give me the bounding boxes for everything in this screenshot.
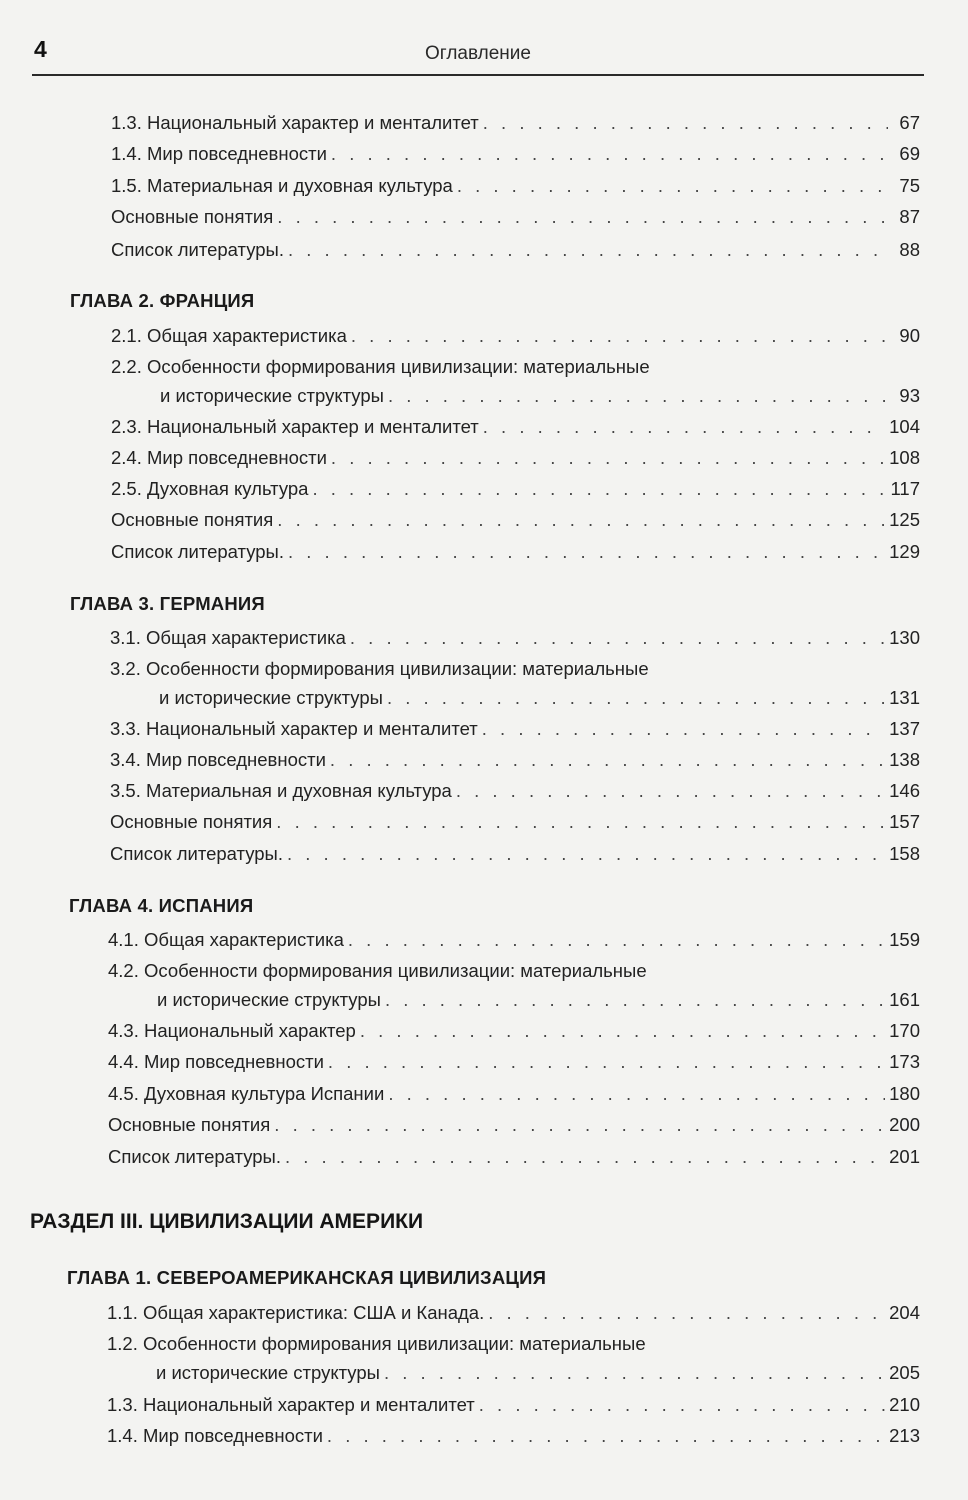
toc-entry-title: 4.2. Особенности формирования цивилизации: материальные bbox=[108, 960, 647, 981]
toc-entry-page: 204 bbox=[889, 1302, 920, 1323]
toc-entry-page: 69 bbox=[899, 143, 920, 164]
toc-entry-title: Основные понятия bbox=[111, 509, 274, 530]
toc-entry-title: 2.1. Общая характеристика bbox=[111, 325, 347, 346]
toc-entry-title: 2.2. Особенности формирования цивилизации: материальные bbox=[111, 356, 650, 377]
toc-entry[interactable] bbox=[107, 1301, 920, 1325]
toc-entry-title: 2.3. Национальный характер и менталитет bbox=[111, 416, 479, 437]
toc-entry-title: 1.4. Мир повседневности bbox=[111, 143, 327, 164]
toc-entry-page: 125 bbox=[889, 509, 920, 530]
toc-entry-title: 1.1. Общая характеристика: США и Канада. bbox=[107, 1302, 485, 1323]
chapter-title[interactable]: ГЛАВА 2. ФРАНЦИЯ bbox=[70, 290, 255, 311]
toc-entry-title-continued: и исторические структуры bbox=[160, 385, 384, 406]
dot-leader bbox=[274, 1113, 885, 1137]
section-title[interactable]: РАЗДЕЛ III. ЦИВИЛИЗАЦИИ АМЕРИКИ bbox=[30, 1210, 424, 1233]
toc-entry-title: 3.3. Национальный характер и менталитет bbox=[110, 718, 478, 739]
toc-entry-title: Основные понятия bbox=[108, 1114, 271, 1135]
dot-leader bbox=[348, 928, 885, 952]
toc-entry-title: Список литературы. bbox=[110, 843, 283, 864]
toc-entry-page: 93 bbox=[899, 385, 920, 406]
toc-entry-page: 201 bbox=[889, 1146, 920, 1167]
toc-entry[interactable] bbox=[111, 508, 920, 532]
toc-entry-title: Основные понятия bbox=[110, 811, 273, 832]
chapter-title[interactable]: ГЛАВА 3. ГЕРМАНИЯ bbox=[70, 593, 265, 614]
toc-entry-title: 1.5. Материальная и духовная культура bbox=[111, 175, 453, 196]
toc-entry-title: 1.4. Мир повседневности bbox=[107, 1425, 323, 1446]
dot-leader bbox=[384, 1361, 885, 1385]
toc-entry[interactable] bbox=[108, 928, 920, 952]
toc-entry[interactable] bbox=[108, 1145, 920, 1169]
toc-entry-title: 1.2. Особенности формирования цивилизации: материальные bbox=[107, 1333, 646, 1354]
toc-entry[interactable] bbox=[111, 355, 920, 408]
toc-entry-page: 173 bbox=[889, 1051, 920, 1072]
dot-leader bbox=[482, 717, 885, 741]
toc-entry[interactable] bbox=[108, 1019, 920, 1043]
dot-leader bbox=[277, 205, 888, 229]
toc-entry-title: 2.5. Духовная культура bbox=[111, 478, 309, 499]
toc-entry[interactable] bbox=[110, 748, 920, 772]
dot-leader bbox=[277, 508, 885, 532]
toc-entry[interactable] bbox=[111, 238, 920, 262]
dot-leader bbox=[328, 1050, 885, 1074]
toc-entry[interactable] bbox=[107, 1332, 920, 1385]
toc-entry-title: 3.2. Особенности формирования цивилизации: материальные bbox=[110, 658, 649, 679]
toc-entry-title: Список литературы. bbox=[111, 541, 284, 562]
toc-entry-page: 117 bbox=[890, 478, 920, 499]
dot-leader bbox=[351, 324, 888, 348]
toc-entry-page: 213 bbox=[889, 1425, 920, 1446]
toc-entry[interactable] bbox=[111, 477, 920, 501]
dot-leader bbox=[276, 810, 885, 834]
toc-entry-title: 3.5. Материальная и духовная культура bbox=[110, 780, 452, 801]
chapter-title[interactable]: ГЛАВА 4. ИСПАНИЯ bbox=[69, 895, 254, 916]
dot-leader bbox=[330, 748, 885, 772]
dot-leader bbox=[483, 111, 888, 135]
toc-entry-title: 3.1. Общая характеристика bbox=[110, 627, 346, 648]
toc-entry-page: 200 bbox=[889, 1114, 920, 1135]
toc-entry-title-continued: и исторические структуры bbox=[157, 989, 381, 1010]
toc-entry-page: 130 bbox=[889, 627, 920, 648]
toc-entry-title: 4.4. Мир повседневности bbox=[108, 1051, 324, 1072]
toc-entry[interactable] bbox=[111, 446, 920, 470]
dot-leader bbox=[331, 142, 888, 166]
toc-entry-page: 129 bbox=[889, 541, 920, 562]
dot-leader bbox=[285, 1145, 885, 1169]
toc-entry-page: 108 bbox=[889, 447, 920, 468]
toc-entry-title: Основные понятия bbox=[111, 206, 274, 227]
toc-entry[interactable] bbox=[108, 1050, 920, 1074]
toc-entry-title: Список литературы. bbox=[111, 239, 284, 260]
toc-entry[interactable] bbox=[111, 174, 920, 198]
toc-entry-page: 90 bbox=[899, 325, 920, 346]
toc-entry-title: 4.5. Духовная культура Испании bbox=[108, 1083, 385, 1104]
toc-entry-title: 3.4. Мир повседневности bbox=[110, 749, 326, 770]
toc-entry[interactable] bbox=[110, 779, 920, 803]
toc-entry[interactable] bbox=[110, 717, 920, 741]
toc-entry[interactable] bbox=[110, 626, 920, 650]
dot-leader bbox=[488, 1301, 885, 1325]
toc-entry-title: Список литературы. bbox=[108, 1146, 281, 1167]
toc-entry-title: 1.3. Национальный характер и менталитет bbox=[107, 1394, 475, 1415]
running-title: Оглавление bbox=[425, 43, 531, 64]
toc-entry-title: 2.4. Мир повседневности bbox=[111, 447, 327, 468]
toc-entry[interactable] bbox=[108, 1082, 920, 1106]
toc-entry-page: 146 bbox=[889, 780, 920, 801]
toc-entry-title-continued: и исторические структуры bbox=[156, 1362, 380, 1383]
toc-entry[interactable] bbox=[107, 1424, 920, 1448]
dot-leader bbox=[287, 842, 885, 866]
toc-entry-page: 131 bbox=[889, 687, 920, 708]
toc-entry-page: 157 bbox=[889, 811, 920, 832]
page-header bbox=[32, 34, 924, 76]
dot-leader bbox=[327, 1424, 885, 1448]
dot-leader bbox=[479, 1393, 885, 1417]
toc-entry-title: 4.1. Общая характеристика bbox=[108, 929, 344, 950]
toc-entry[interactable] bbox=[111, 142, 920, 166]
dot-leader bbox=[288, 540, 885, 564]
toc-entry-title: 4.3. Национальный характер bbox=[108, 1020, 356, 1041]
toc-entry-page: 159 bbox=[889, 929, 920, 950]
toc-entry[interactable] bbox=[111, 111, 920, 135]
toc-entry[interactable] bbox=[110, 657, 920, 710]
dot-leader bbox=[388, 1082, 885, 1106]
dot-leader bbox=[457, 174, 888, 198]
toc-entry-page: 137 bbox=[889, 718, 920, 739]
toc-entry-page: 104 bbox=[889, 416, 920, 437]
toc-entry-page: 158 bbox=[889, 843, 920, 864]
toc-entry-title-continued: и исторические структуры bbox=[159, 687, 383, 708]
dot-leader bbox=[456, 779, 885, 803]
dot-leader bbox=[288, 238, 888, 262]
toc-entry-page: 161 bbox=[889, 989, 920, 1010]
dot-leader bbox=[350, 626, 885, 650]
page-number: 4 bbox=[34, 36, 47, 62]
toc-entry-page: 205 bbox=[889, 1362, 920, 1383]
toc-entry[interactable] bbox=[110, 842, 920, 866]
toc-entry-page: 210 bbox=[889, 1394, 920, 1415]
dot-leader bbox=[331, 446, 885, 470]
toc-entry[interactable] bbox=[111, 540, 920, 564]
toc-entry[interactable] bbox=[110, 810, 920, 834]
toc-entry-page: 67 bbox=[899, 112, 920, 133]
dot-leader bbox=[360, 1019, 885, 1043]
dot-leader bbox=[483, 415, 885, 439]
toc-entry-page: 75 bbox=[899, 175, 920, 196]
dot-leader bbox=[387, 686, 885, 710]
toc-entry-page: 88 bbox=[899, 239, 920, 260]
toc-entry-title: 1.3. Национальный характер и менталитет bbox=[111, 112, 479, 133]
toc-entry[interactable] bbox=[111, 324, 920, 348]
toc-entry[interactable] bbox=[108, 1113, 920, 1137]
toc-entry[interactable] bbox=[111, 415, 920, 439]
toc-entry-page: 87 bbox=[899, 206, 920, 227]
toc-entry-page: 180 bbox=[889, 1083, 920, 1104]
toc-entry-page: 170 bbox=[889, 1020, 920, 1041]
dot-leader bbox=[385, 988, 885, 1012]
toc-entry-page: 138 bbox=[889, 749, 920, 770]
toc-entry[interactable] bbox=[107, 1393, 920, 1417]
toc-entry[interactable] bbox=[111, 205, 920, 229]
chapter-title[interactable]: ГЛАВА 1. СЕВЕРОАМЕРИКАНСКАЯ ЦИВИЛИЗАЦИЯ bbox=[67, 1267, 547, 1288]
dot-leader bbox=[312, 477, 886, 501]
dot-leader bbox=[388, 384, 888, 408]
toc-entry[interactable] bbox=[108, 959, 920, 1012]
